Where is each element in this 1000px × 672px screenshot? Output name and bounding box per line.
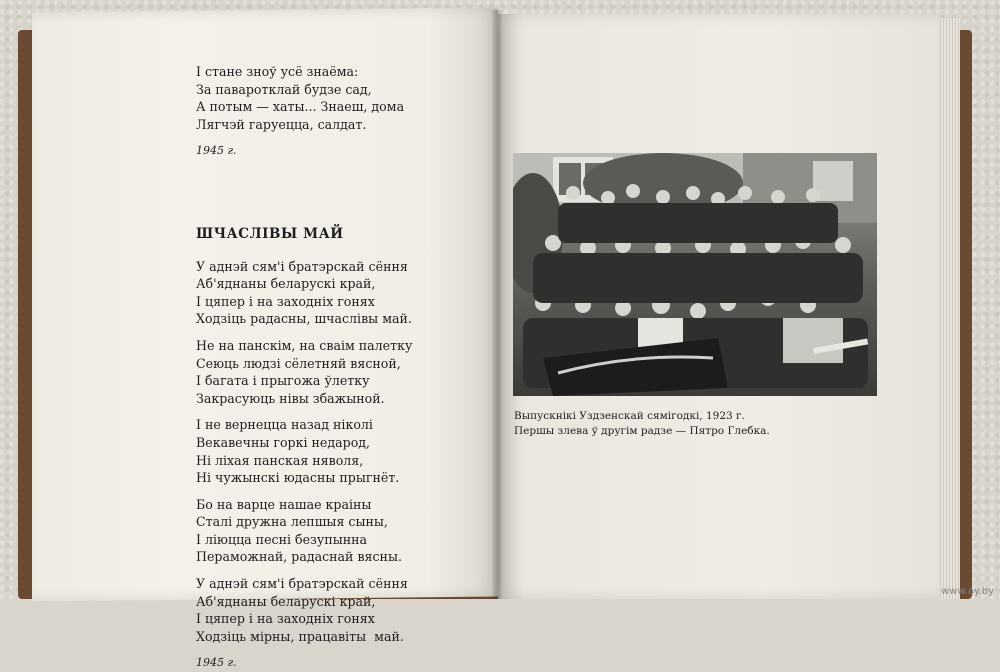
book-gutter [492, 10, 502, 599]
verse-line: Лягчэй гаруецца, салдат. [196, 116, 367, 132]
verse-line: Закрасуюць нівы збажыной. [196, 390, 385, 406]
stanza-3 [196, 337, 486, 407]
verse-line: Не на панскім, на сваім палетку [196, 337, 413, 353]
stanza-5 [196, 496, 486, 566]
verse-line: Векавечны горкі недарод, [196, 434, 371, 450]
verse-line: Ні чужынскі юдасны прыгнёт. [196, 470, 400, 486]
photo-caption [514, 409, 874, 438]
verse-line: І багата і прыгожа ўлетку [196, 373, 370, 389]
verse-line: Аб'яднаны беларускі край, [196, 593, 376, 609]
verse-line: Сталі дружна лепшыя сыны, [196, 514, 388, 530]
poem-date: 1945 г. [196, 656, 237, 670]
caption-line: Першы злева ў другім радзе — Пятро Глебка. [514, 424, 770, 437]
verse-line: Ні ліхая панская няволя, [196, 452, 364, 468]
verse-line: Пераможнай, радаснай вясны. [196, 549, 402, 565]
verse-line: І стане зноў усё знаёма: [196, 64, 359, 79]
verse-line: І цяпер і на заходніх гонях [196, 611, 375, 627]
verse-line: Бо на варце нашае краіны [196, 496, 372, 512]
verse-line: Сеюць людзі сёлетняй вясной, [196, 355, 401, 371]
verse-line: А потым — хаты... Знаеш, дома [196, 99, 405, 115]
stanza-2 [196, 258, 486, 328]
stanza-4 [196, 416, 486, 486]
verse-line: За паваротклай будзе сад, [196, 81, 372, 97]
poem-date: 1945 г. [196, 144, 237, 158]
left-text-column [196, 63, 486, 672]
stanza-1 [196, 63, 486, 133]
verse-line: У аднэй сям'і братэрскай сёння [196, 258, 408, 274]
caption-line: Выпускнікі Уздзенскай сямігодкі, 1923 г. [514, 410, 745, 422]
verse-line: У аднэй сям'і братэрскай сёння [196, 576, 408, 592]
group-photo [513, 153, 877, 396]
verse-line: Ходзіць радасны, шчаслівы май. [196, 311, 412, 327]
photo-illustration [513, 153, 877, 396]
verse-line: Ходзіць мірны, працавіты май. [196, 628, 404, 644]
stanza-6 [196, 575, 486, 645]
watermark: www.ay.by [941, 586, 994, 597]
verse-line: Аб'яднаны беларускі край, [196, 276, 376, 292]
verse-line: І не вернецца назад ніколі [196, 417, 373, 433]
verse-line: І ліюцца песні безупынна [196, 531, 368, 547]
verse-line: І цяпер і на заходніх гонях [196, 293, 375, 309]
poem-title: ШЧАСЛІВЫ МАЙ [196, 225, 344, 242]
page-edges [938, 18, 960, 599]
